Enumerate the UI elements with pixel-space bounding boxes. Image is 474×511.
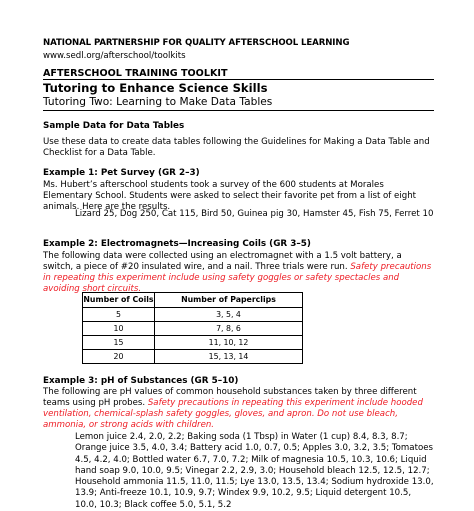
table-cell-coils: 5 [83, 308, 155, 322]
example-1-description: Ms. Hubert’s afterschool students took a survey of the 600 students at Morales Elementary School. Students were asked to select their favorite pet from a list of eight animals. Here are the results. [43, 180, 417, 212]
section-title: Sample Data for Data Tables [43, 121, 185, 131]
example-3-data: Lemon juice 2.4, 2.0, 2.2; Baking soda (1 Tbsp) in Water (1 cup) 8.4, 8.3, 8.7; Orange juice 3.5, 4.0, 3.4; Battery acid 1.0, 0.7, 0.5; Apples 3.0, 3.2, 3.5; Tomatoes 4.5, 4.2, 4.0; Bottled water 6.7, 7.0, 7.2; Milk of magnesia 10.5, 10.3, 10.6; Liquid hand soap 9.0, 10.0, 9.5; Vinegar 2.2, 2.9, 3.0; Household bleach 12.5, 12.5, 12.7; Household ammonia 11.5, 11.0, 11.5; Lye 13.0, 13.5, 13.4; Sodium hydroxide 13.0, 13.9; Anti-freeze 10.1, 10.9, 9.7; Windex 9.9, 10.2, 9.5; Liquid detergent 10.5, 10.0, 10.3; Black coffee 5.0, 5.1, 5.2 [75, 432, 434, 510]
example-3-title: Example 3: pH of Substances (GR 5–10) [43, 376, 239, 386]
table-cell-coils: 15 [83, 336, 155, 350]
table-row [83, 350, 303, 364]
toolkit-label: AFTERSCHOOL TRAINING TOOLKIT [43, 68, 228, 79]
example-2-safety-note: Safety precautions in repeating this experiment include using safety goggles or safety spectacles and avoiding short circuits. [43, 262, 432, 294]
page-title: Tutoring to Enhance Science Skills [43, 81, 268, 95]
table-header-coils: Number of Coils [83, 293, 155, 308]
example-2-title: Example 2: Electromagnets—Increasing Coils (GR 3–5) [43, 239, 311, 249]
table-cell-paperclips: 11, 10, 12 [155, 336, 303, 350]
example-1-title: Example 1: Pet Survey (GR 2–3) [43, 168, 200, 178]
org-name: NATIONAL PARTNERSHIP FOR QUALITY AFTERSCHOOL LEARNING [43, 38, 350, 48]
example-1-data: Lizard 25, Dog 250, Cat 115, Bird 50, Guinea pig 30, Hamster 45, Fish 75, Ferret 10 [75, 209, 434, 219]
header-divider-bottom [43, 110, 434, 111]
table-header-paperclips: Number of Paperclips [155, 293, 303, 308]
header-divider-top [43, 79, 434, 80]
page-subtitle: Tutoring Two: Learning to Make Data Tables [43, 96, 273, 108]
example-3-safety-note: Safety precautions in repeating this experiment include hooded ventilation, chemical-splash safety goggles, gloves, and apron. Do not use bleach, ammonia, or strong acids with children. [43, 398, 423, 430]
table-cell-paperclips: 7, 8, 6 [155, 322, 303, 336]
table-header-row [83, 293, 303, 308]
example-3-text: The following are pH values of common household substances taken by three different teams using pH probes. [43, 387, 417, 408]
coils-data-table [82, 292, 303, 364]
org-url[interactable]: www.sedl.org/afterschool/toolkits [43, 51, 186, 61]
table-row [83, 308, 303, 322]
table-cell-paperclips: 15, 13, 14 [155, 350, 303, 364]
example-3-description [43, 387, 433, 431]
table-cell-coils: 10 [83, 322, 155, 336]
example-2-description [43, 251, 433, 295]
intro-paragraph: Use these data to create data tables following the Guidelines for Making a Data Table and Checklist for a Data Table. [43, 137, 430, 158]
table-cell-coils: 20 [83, 350, 155, 364]
example-2-text: The following data were collected using an electromagnet with a 1.5 volt battery, a switch, a piece of #20 insulated wire, and a nail. Three trials were run. [43, 251, 402, 272]
table-cell-paperclips: 3, 5, 4 [155, 308, 303, 322]
table-row [83, 336, 303, 350]
table-row [83, 322, 303, 336]
